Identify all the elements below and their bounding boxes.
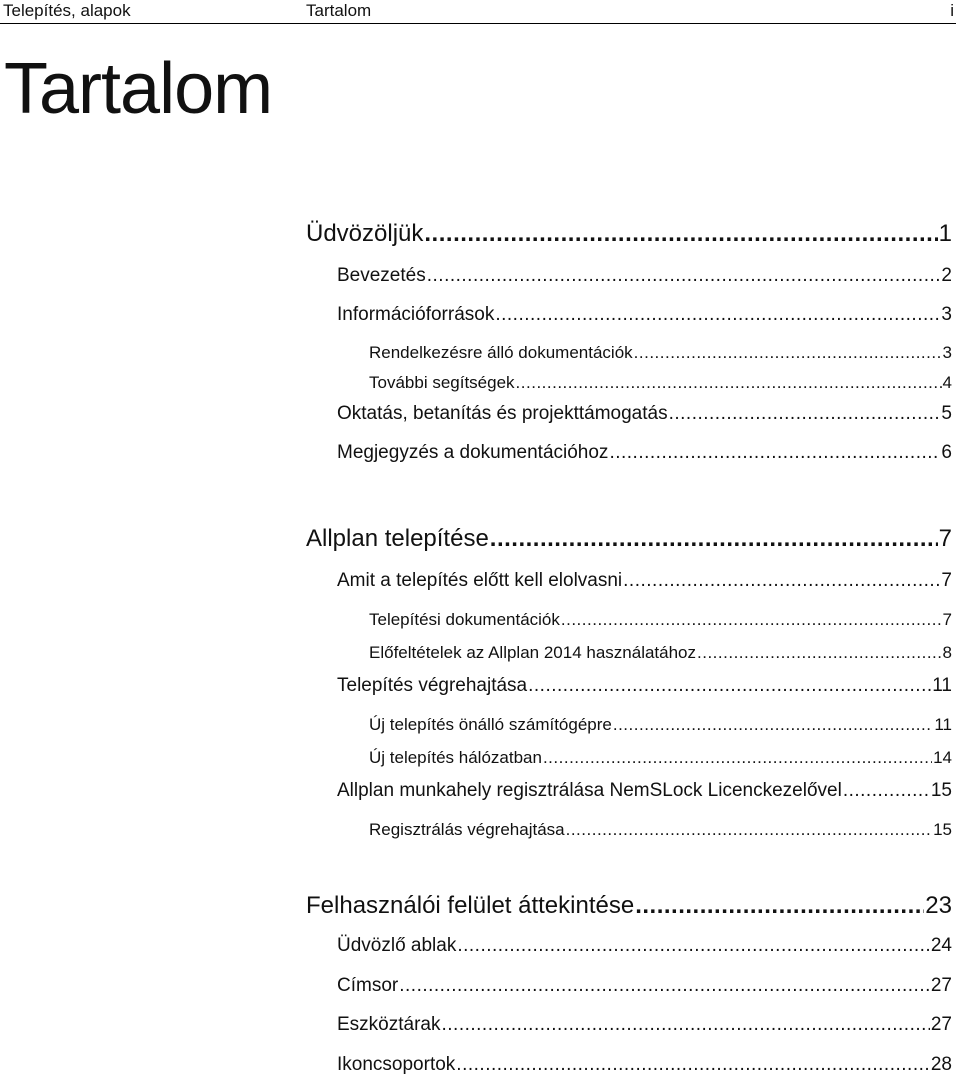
toc-entry-page: 24 [930,935,952,956]
header-rule [0,23,956,24]
toc-entry-subsection[interactable] [369,610,952,630]
toc-entry-title: Allplan telepítése [306,525,489,552]
toc-leader-dots [399,975,930,997]
toc-leader-dots [697,643,942,663]
toc-entry-subsection[interactable] [369,373,952,393]
toc-entry-page: 7 [938,525,952,552]
toc-entry-page: 7 [942,610,952,629]
toc-entry-title: Felhasználói felület áttekintése [306,892,635,919]
toc-entry-title: Címsor [337,975,399,996]
toc-entry-page: 11 [934,715,952,734]
toc-entry-title: Amit a telepítés előtt kell elolvasni [337,570,623,591]
toc-entry-section[interactable] [337,1014,952,1036]
toc-entry-title: Regisztrálás végrehajtása [369,820,565,839]
toc-leader-dots [424,220,937,248]
toc-leader-dots [441,1014,929,1036]
toc-leader-dots [634,343,942,363]
toc-leader-dots [427,265,941,287]
toc-entry-subsection[interactable] [369,748,952,768]
toc-entry-title: Előfeltételek az Allplan 2014 használatához [369,643,697,662]
toc-leader-dots [456,1054,930,1076]
toc-entry-title: Ikoncsoportok [337,1054,456,1075]
toc-entry-section[interactable] [337,403,952,425]
toc-entry-section[interactable] [337,780,952,802]
toc-entry-title: Bevezetés [337,265,426,286]
toc-leader-dots [669,403,941,425]
toc-entry-subsection[interactable] [369,343,952,363]
toc-entry-section[interactable] [337,935,952,957]
toc-entry-title: Eszköztárak [337,1014,441,1035]
toc-entry-page: 8 [942,643,952,662]
toc-entry-page: 15 [933,820,952,839]
toc-entry-chapter[interactable] [306,220,952,248]
page-title: Tartalom [4,49,273,129]
toc-entry-title: További segítségek [369,373,515,392]
toc-entry-page: 27 [930,1014,952,1035]
toc-entry-section[interactable] [337,304,952,326]
toc-entry-page: 15 [930,780,952,801]
toc-leader-dots [543,748,932,768]
toc-leader-dots [490,525,938,553]
toc-entry-title: Rendelkezésre álló dokumentációk [369,343,633,362]
toc-entry-title: Telepítési dokumentációk [369,610,560,629]
toc-leader-dots [457,935,930,957]
toc-leader-dots [516,373,942,393]
toc-entry-page: 7 [941,570,952,591]
toc-entry-page: 28 [930,1054,952,1075]
toc-entry-page: 23 [925,892,952,919]
toc-leader-dots [623,570,940,592]
toc-entry-section[interactable] [337,442,952,464]
header-book-title: Telepítés, alapok [3,1,131,20]
toc-entry-title: Allplan munkahely regisztrálása NemSLock Licenckezelővel [337,780,842,801]
toc-entry-page: 1 [938,220,952,247]
toc-leader-dots [528,675,931,697]
toc-entry-page: 2 [941,265,952,286]
toc-entry-subsection[interactable] [369,715,952,735]
toc-entry-page: 3 [941,304,952,325]
toc-leader-dots [635,892,924,920]
toc-entry-section[interactable] [337,570,952,592]
toc-entry-section[interactable] [337,265,952,287]
toc-entry-page: 14 [933,748,952,767]
toc-leader-dots [843,780,930,802]
toc-leader-dots [566,820,932,840]
toc-entry-title: Megjegyzés a dokumentációhoz [337,442,609,463]
toc-leader-dots [609,442,940,464]
running-header [0,0,960,25]
toc-entry-page: 6 [941,442,952,463]
toc-leader-dots [495,304,940,326]
toc-entry-chapter[interactable] [306,892,952,920]
toc-entry-chapter[interactable] [306,525,952,553]
toc-entry-page: 5 [941,403,952,424]
toc-entry-title: Információforrások [337,304,495,325]
header-page-number: i [950,1,954,20]
toc-entry-title: Üdvözlő ablak [337,935,457,956]
header-section-title: Tartalom [306,1,372,20]
toc-entry-section[interactable] [337,1054,952,1076]
toc-entry-subsection[interactable] [369,643,952,663]
toc-entry-page: 27 [930,975,952,996]
toc-entry-title: Új telepítés önálló számítógépre [369,715,612,734]
toc-entry-subsection[interactable] [369,820,952,840]
toc-leader-dots [561,610,942,630]
toc-entry-section[interactable] [337,675,952,697]
toc-entry-title: Oktatás, betanítás és projekttámogatás [337,403,668,424]
toc-leader-dots [613,715,933,735]
toc-entry-page: 4 [942,373,952,392]
toc-entry-section[interactable] [337,975,952,997]
toc-entry-page: 3 [942,343,952,362]
toc-entry-title: Üdvözöljük [306,220,424,247]
toc-entry-title: Új telepítés hálózatban [369,748,542,767]
toc-entry-title: Telepítés végrehajtása [337,675,528,696]
toc-entry-page: 11 [932,675,952,696]
